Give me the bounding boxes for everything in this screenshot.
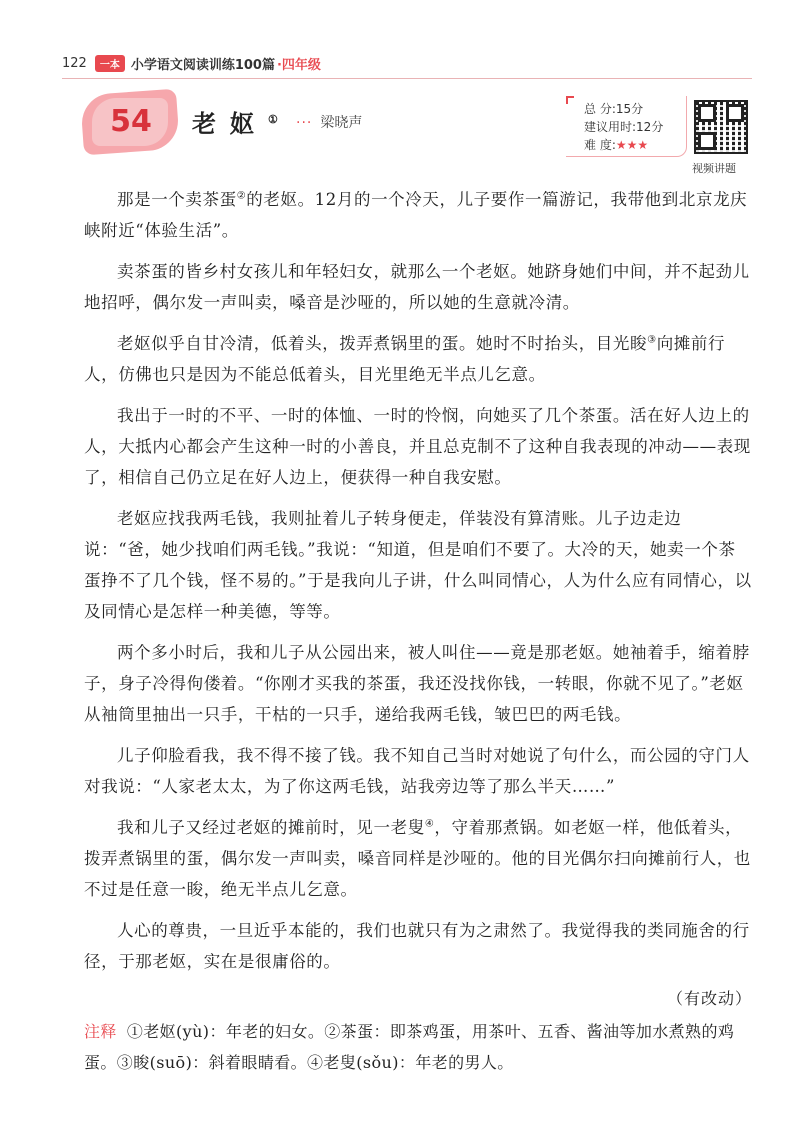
lesson-number: 54 xyxy=(110,104,152,139)
footnotes-text: ①老妪(yù)：年老的妇女。②茶蛋：即茶鸡蛋，用茶叶、五香、酱油等加水煮熟的鸡蛋。③睃(suō)：斜着眼睛看。④老叟(sǒu)：年老的男人。 xyxy=(84,1022,735,1072)
header-divider xyxy=(62,78,752,79)
footnotes-label: 注释 xyxy=(84,1022,117,1041)
book-title: 小学语文阅读训练100篇 xyxy=(130,57,275,73)
author-name: 梁晓声 xyxy=(320,115,363,131)
page-number: 122 xyxy=(62,55,87,71)
qr-finder-icon xyxy=(698,104,716,122)
author-line xyxy=(296,112,362,132)
paragraph: 人心的尊贵，一旦近乎本能的，我们也就只有为之肃然了。我觉得我的类同施舍的行径，于那老妪，实在是很庸俗的。 xyxy=(84,921,750,971)
qr-finder-icon xyxy=(698,132,716,150)
difficulty-label: 难 度: xyxy=(584,138,616,152)
paragraph: 老妪应找我两毛钱，我则扯着儿子转身便走，佯装没有算清账。儿子边走边说：“爸，她少找咱们两毛钱。”我说：“知道，但是咱们不要了。大冷的天，她卖一个茶蛋挣不了几个钱，怪不易的。”于是我向儿子讲，什么叫同情心，人为什么应有同情心，以及同情心是怎样一种美德，等等。 xyxy=(84,509,752,621)
total-score xyxy=(584,100,643,117)
paragraph: 卖茶蛋的皆乡村女孩儿和年轻妇女，就那么一个老妪。她跻身她们中间，并不起劲儿地招呼，偶尔发一声叫卖，嗓音是沙哑的，所以她的生意就冷清。 xyxy=(84,262,750,312)
revision-note: （有改动） xyxy=(666,989,752,1008)
paragraph: 我出于一时的不平、一时的体恤、一时的怜悯，向她买了几个茶蛋。活在好人边上的人，大抵内心都会产生这种一时的小善良，并且总克制不了这种自我表现的冲动——表现了，相信自己仍立足在好人边上，便获得一种自我安慰。 xyxy=(84,406,751,487)
title-footnote-mark: ① xyxy=(268,113,278,126)
paragraph: 儿子仰脸看我，我不得不接了钱。我不知自己当时对她说了句什么，而公园的守门人对我说：“人家老太太，为了你这两毛钱，站我旁边等了那么半天……” xyxy=(84,746,750,796)
difficulty-stars-icon: ★★★ xyxy=(615,138,649,152)
suggested-time-label: 建议用时: xyxy=(584,120,637,134)
total-score-value: 15分 xyxy=(615,102,644,116)
lesson-title xyxy=(192,104,278,139)
paragraph: 两个多小时后，我和儿子从公园出来，被人叫住——竟是那老妪。她袖着手，缩着脖子，身子冷得佝偻着。“你刚才买我的茶蛋，我还没找你钱，一转眼，你就不见了。”老妪从袖筒里抽出一只手，干枯的一只手，递给我两毛钱，皱巴巴的两毛钱。 xyxy=(84,643,750,724)
paragraph-8: 我和儿子又经过老妪的摊前时，见一老叟④，守着那煮锅。如老妪一样，他低着头，拨弄煮锅里的蛋，偶尔发一声叫卖，嗓音同样是沙哑的。他的目光偶尔扫向摊前行人，也不过是任意一睃，绝无半点儿乞意。 xyxy=(84,818,751,899)
suggested-time xyxy=(584,118,663,135)
info-box-corner-icon xyxy=(566,96,574,104)
total-score-label: 总 分: xyxy=(584,102,616,116)
grade-label: ·四年级 xyxy=(276,57,321,73)
difficulty xyxy=(584,136,648,153)
paragraph-3: 老妪似乎自甘冷清，低着头，拨弄煮锅里的蛋。她时不时抬头，目光睃③向摊前行人，仿佛也只是因为不能总低着头，目光里绝无半点儿乞意。 xyxy=(84,334,726,384)
running-header xyxy=(62,52,622,74)
author-dots-icon: ··· xyxy=(296,115,313,131)
footnotes xyxy=(84,1016,752,1078)
lesson-title-text: 老妪 xyxy=(192,109,268,138)
suggested-time-value: 12分 xyxy=(636,120,664,134)
qr-caption: 视频讲题 xyxy=(692,162,736,175)
brand-logo: 一本 xyxy=(95,55,125,72)
qr-finder-icon xyxy=(726,104,744,122)
qr-code-icon[interactable] xyxy=(694,100,748,154)
article-body xyxy=(84,184,752,987)
paragraph-1: 那是一个卖茶蛋②的老妪。12月的一个冷天，儿子要作一篇游记，我带他到北京龙庆峡附近“体验生活”。 xyxy=(84,190,748,240)
